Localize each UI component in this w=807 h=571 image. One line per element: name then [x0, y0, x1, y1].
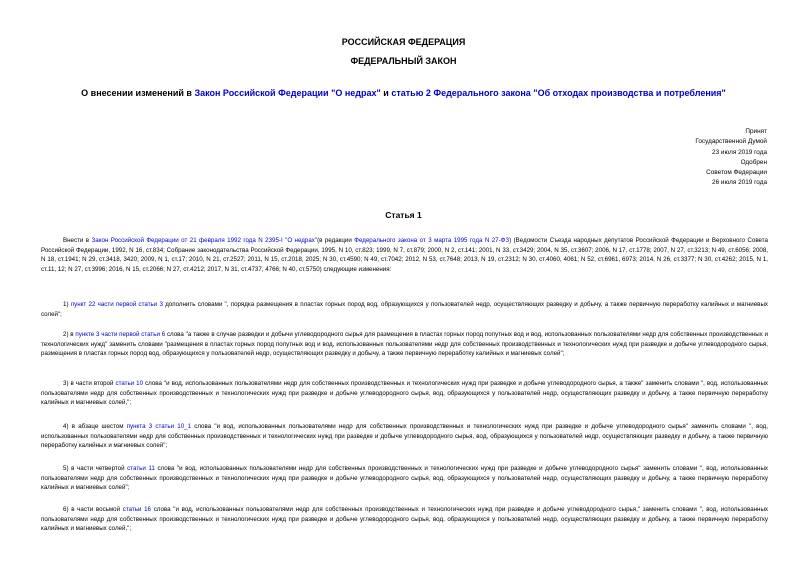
adoption-block: [617, 127, 767, 189]
item-text: 5) в части четвертой: [63, 465, 128, 472]
item-link[interactable]: пункт 22 части первой статьи 3: [70, 301, 163, 308]
amendment-item-5: [41, 464, 768, 493]
item-text: слова "и вод, использованных пользователями недр для собственных производственных и технологических нужд при разведке и добыче углеводородного сырья" заменить словами ", вод, использованных пользователями недр для собственных производственных и технологических нужд при разведке и добыче углеводородного сырья, вод, образующихся у пользователей недр, осуществляющих разведку и добычу, а также первичную переработку калийных и магниевых солей";: [41, 423, 768, 450]
document-country-heading: РОССИЙСКАЯ ФЕДЕРАЦИЯ: [341, 37, 466, 47]
item-link[interactable]: пункта 3 статьи 10_1: [126, 423, 192, 430]
item-text: 4) в абзаце шестом: [63, 423, 127, 430]
intro-text: ) (Ведомости Съезда народных депутатов Российской Федерации и Верховного Совета Российской Федерации, 1992, N 16, ст.834; Собрание законодательства Российской Федерации, 1995, N 10, ст.823; 1999, N 7, ст.879; 2000, N 2, ст.141; 2001, N 33, ст.3429; 2004, N 35, ст.3607; 2006, N 17, ст.1778; 2007, N 27, ст.3213; N 49, ст.6056; 2008, N 18, ст.1941; N 29, ст.3418, 3420; 2009, N 1, ст.17; 2010, N 21, ст.2527; 2011, N 15, ст.2018, 2025; N 30, ст.4590; N 49, ст.7042; 2012, N 53, ст.7648; 2013, N 19, ст.2312; N 30, ст.4060, 4061; N 52, ст.6961, 6973; 2014, N 26, ст.3377; N 30, ст.4262; 2015, N 1, ст.11, 12; N 27, ст.3996; 2016, N 15, ст.2066; N 27, ст.4212; 2017, N 31, ст.4737, 4766; N 40, ст.5750) следующие изменения:: [41, 237, 768, 274]
law-title: [0, 88, 807, 98]
item-link[interactable]: пункте 3 части первой статьи 6: [75, 331, 166, 338]
adoption-date: 23 июля 2019 года: [712, 148, 767, 156]
item-text: 2) в: [63, 331, 76, 338]
item-text: 1): [63, 301, 71, 308]
law-title-link-nedra[interactable]: Закон Российской Федерации "О недрах": [194, 88, 381, 98]
document-type-heading: ФЕДЕРАЛЬНЫЙ ЗАКОН: [350, 56, 457, 66]
item-text: слова "и вод, использованных пользователями недр для собственных производственных и технологических нужд при разведке и добыче углеводородного сырья" заменить словами ", вод, использованных пользователями недр для собственных производственных и технологических нужд при разведке и добыче углеводородного сырья, вод, образующихся у пользователей недр, осуществляющих разведку и добычу, а также первичную переработку калийных и магниевых солей";: [41, 465, 768, 492]
article-intro-paragraph: [41, 236, 768, 275]
item-text: 3) в части второй: [63, 380, 116, 387]
item-link[interactable]: статьи 16: [122, 506, 151, 513]
intro-amendment-link[interactable]: Федерального закона от 3 марта 1995 года N 27-ФЗ: [354, 237, 510, 244]
item-text: слова "и вод, использованных пользователями недр для собственных производственных и технологических нужд при разведке и добыче углеводородного сырья," заменить словами ", вод, использованных пользователями недр для собственных производственных и технологических нужд при разведке и добыче углеводородного сырья, вод, образующихся у пользователей недр, осуществляющих разведку и добычу, а также первичную переработку калийных и магниевых солей,";: [41, 506, 769, 533]
article-heading: Статья 1: [385, 210, 422, 220]
item-link[interactable]: статьи 11: [127, 465, 155, 472]
item-text: дополнить словами ", порядка размещения в пластах горных пород вод, образующихся у пользователей недр, осуществляющих разведку и добычу, а также первичную переработку калийных и магниевых солей";: [41, 301, 768, 318]
adoption-line: Государственной Думой: [695, 138, 767, 146]
intro-text: Внести в: [63, 237, 92, 244]
amendment-item-4: [41, 422, 768, 451]
item-text: 6) в части восьмой: [63, 506, 123, 513]
intro-law-link[interactable]: Закон Российской Федерации от 21 февраля 1992 года N 2395-I "О недрах": [91, 237, 318, 244]
intro-text: (в редакции: [317, 237, 355, 244]
amendment-item-1: [41, 300, 768, 319]
approval-date: 26 июля 2019 года: [712, 179, 767, 187]
law-title-middle: и: [380, 88, 392, 98]
amendment-item-3: [41, 379, 768, 408]
item-link[interactable]: статьи 10: [115, 380, 144, 387]
law-title-prefix: О внесении изменений в: [81, 88, 195, 98]
amendment-item-2: [41, 330, 768, 359]
law-title-link-waste[interactable]: статью 2 Федерального закона "Об отходах производства и потребления": [391, 88, 726, 98]
amendment-item-6: [41, 505, 768, 534]
item-text: слова "а также в случае разведки и добычи углеводородного сырья для размещения в пластах горных пород попутных вод и вод, использованных пользователями недр для собственных производственных и технологических нужд" заменить словами "размещения в пластах горных пород попутных вод и вод, использованных пользователями недр для собственных производственных и технологических нужд при разведке и добыче углеводородного сырья, размещения в пластах горных пород вод, образующихся у пользователей недр, осуществляющих разведку и добычу, а также первичную переработку калийных и магниевых солей";: [41, 331, 769, 358]
adoption-line: Принят: [745, 128, 767, 135]
item-text: слова "и вод, использованных пользователями недр для собственных производственных и технологических нужд при разведке и добыче углеводородного сырья, а также" заменить словами ", вод, использованных пользователями недр для собственных производственных и технологических нужд при разведке и добыче углеводородного сырья, вод, образующихся у пользователей недр, осуществляющих разведку и добычу, а также первичную переработку калийных и магниевых солей,";: [41, 380, 768, 407]
approval-line: Одобрен: [740, 158, 767, 166]
approval-line: Советом Федерации: [706, 169, 767, 177]
